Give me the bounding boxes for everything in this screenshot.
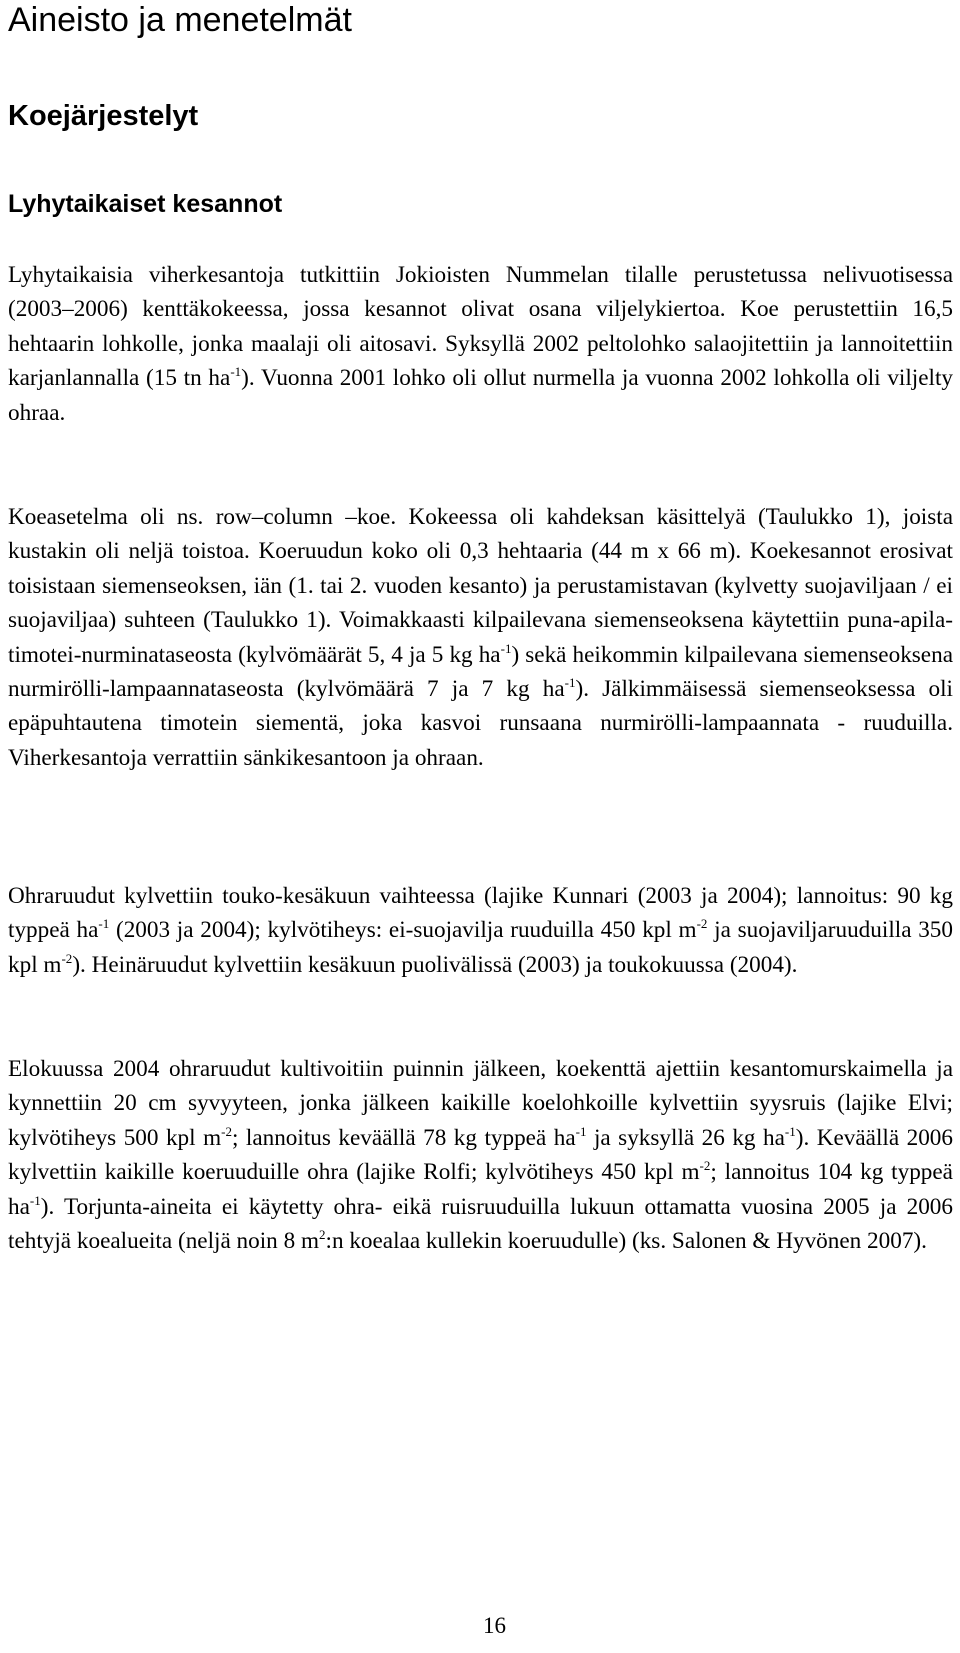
text-run: Ohraruudut kylvettiin touko-kesäkuun vaihteessa (lajike Kunnari (2003 ja 2004); lannoitus: 90 kg typpeä ha <box>8 883 953 944</box>
superscript: -1 <box>564 675 576 691</box>
page-number: 16 <box>483 1613 506 1638</box>
superscript: -2 <box>221 1123 232 1139</box>
text-run: Lyhytaikaisia viherkesantoja tutkittiin Jokioisten Nummelan tilalle perustetussa nelivuotisessa (2003–2006) kenttäkokeessa, jossa kesannot olivat osana viljelykiertoa. Koe perustettiin 16,5 hehtaarin lohkolle, jonka maalaji oli aitosavi. Syksyllä 2002 peltolohko salaojitettiin ja lannoitettiin karjanlannalla (15 tn ha <box>8 262 953 392</box>
text-run: ). Jälkimmäisessä siemenseoksessa oli epäpuhtautena timotein siementä, joka kasvoi runsaana nurmirölli-lampaannata - ruuduilla. Viherkesantoja verrattiin sänkikesantoon ja ohraan. <box>8 676 953 771</box>
superscript: 2 <box>319 1227 326 1243</box>
superscript: -1 <box>29 1192 41 1208</box>
superscript: -2 <box>61 950 73 966</box>
text-run: ja suojaviljaruuduilla 350 kpl m <box>8 917 953 978</box>
paragraph-short-term-fallows <box>8 258 953 430</box>
text-run: Koeasetelma oli ns. row–column –koe. Kokeessa oli kahdeksan käsittelyä (Taulukko 1), joista kustakin oli neljä toistoa. Koeruudun koko oli 0,3 hehtaaria (44 m x 66 m). Koekesannot erosivat toisistaan siemenseoksen, iän (1. tai 2. vuoden kesanto) ja perustamistavan (kylvetty suojaviljaan / ei suojaviljaa) suhteen (Taulukko 1). Voimakkaasti kilpailevana siemenseoksena käytettiin puna-apila-timotei-nurminataseosta (kylvömäärät 5, 4 ja 5 kg ha <box>8 504 953 668</box>
paragraph-experimental-design <box>8 500 953 775</box>
paragraph-barley-sowing <box>8 879 953 982</box>
section-heading: Koejärjestelyt <box>8 100 199 132</box>
superscript: -2 <box>696 916 708 932</box>
text-run: ; lannoitus keväällä 78 kg typpeä ha <box>231 1124 576 1151</box>
superscript: -1 <box>500 640 512 656</box>
paragraph-cultivation-2004-2006 <box>8 1052 953 1258</box>
subsection-heading: Lyhytaikaiset kesannot <box>8 190 283 218</box>
superscript: -1 <box>784 1123 796 1139</box>
text-run: ja syksyllä 26 kg ha <box>586 1124 785 1151</box>
text-run: Elokuussa 2004 ohraruudut kultivoitiin puinnin jälkeen, koekenttä ajettiin kesantomurskaimella ja kynnettiin 20 cm syvyyteen, jonka jälkeen kaikille koelohkoille kylvettiin syysruis (lajike Elvi; kylvötiheys 500 kpl m <box>8 1056 953 1151</box>
text-run: ) sekä heikommin kilpailevana siemenseoksena nurmirölli-lampaannataseosta (kylvömäärä 7 ja 7 kg ha <box>8 641 953 703</box>
text-run: ). Torjunta-aineita ei käytetty ohra- eikä ruisruuduilla lukuun ottamatta vuosina 2005 ja 2006 tehtyjä koealueita (neljä noin 8 m <box>8 1193 953 1255</box>
superscript: -2 <box>699 1158 711 1174</box>
text-run: :n koealaa kullekin koeruudulle) (ks. Salonen & Hyvönen 2007). <box>325 1228 927 1255</box>
text-run: (2003 ja 2004); kylvötiheys: ei-suojavilja ruuduilla 450 kpl m <box>109 917 697 944</box>
text-run: ). Keväällä 2006 kylvettiin kaikille koeruuduille ohra (lajike Rolfi; kylvötiheys 450 kpl m <box>8 1124 953 1186</box>
text-run: ). Vuonna 2001 lohko oli ollut nurmella ja vuonna 2002 lohkolla oli viljelty ohraa. <box>8 365 954 426</box>
superscript: -1 <box>575 1123 587 1139</box>
superscript: -1 <box>98 916 110 932</box>
superscript: -1 <box>230 364 242 380</box>
text-run: ; lannoitus 104 kg typpeä ha <box>8 1159 953 1220</box>
text-run: ). Heinäruudut kylvettiin kesäkuun puolivälissä (2003) ja toukokuussa (2004). <box>72 951 798 978</box>
main-heading: Aineisto ja menetelmät <box>8 1 352 39</box>
